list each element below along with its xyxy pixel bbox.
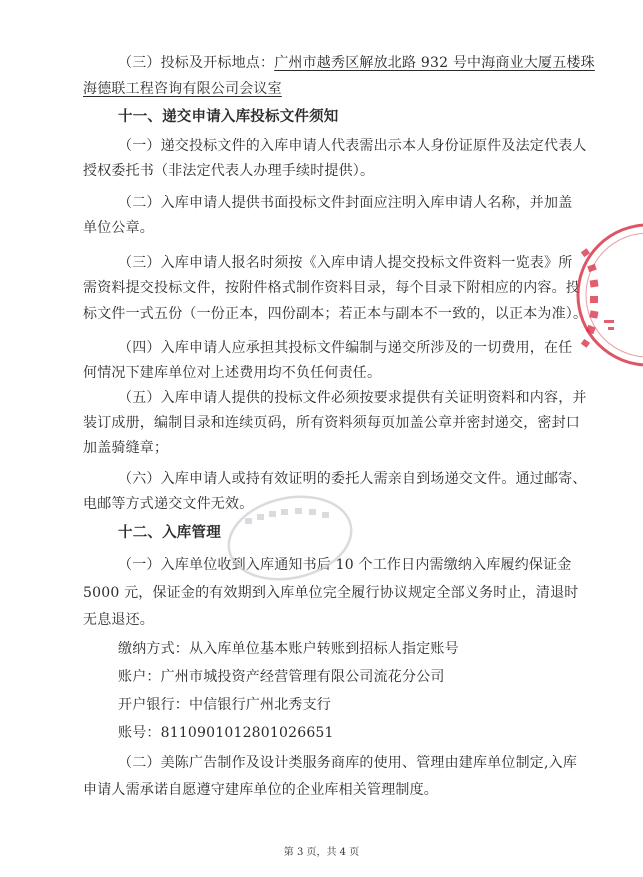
underlined-address: 广州市越秀区解放北路 932 号中海商业大厦五楼珠 [274, 55, 595, 71]
paragraph-line: （四）入库申请人应承担其投标文件编制与递交所涉及的一切费用，在任 [118, 340, 573, 356]
paragraph-line: 授权委托书（非法定代表人办理手续时提供）。 [83, 163, 375, 179]
paragraph-line: 单位公章。 [83, 220, 154, 236]
paragraph-line: 装订成册，编制目录和连续页码，所有资料须每页加盖公章并密封递交，密封口 [83, 415, 580, 431]
page-footer: 第 3 页，共 4 页 [283, 847, 360, 858]
paragraph-line: 何情况下建库单位对上述费用均不负任何责任。 [83, 365, 382, 381]
section-heading: 十二、入库管理 [118, 524, 221, 541]
paragraph-line [118, 54, 595, 72]
paragraph-line: 电邮等方式递交文件无效。 [83, 496, 254, 512]
underlined-address: 海德联工程咨询有限公司会议室 [83, 81, 282, 97]
paragraph-line: 标文件一式五份（一份正本，四份副本；若正本与副本不一致的，以正本为准）。 [83, 306, 588, 322]
paragraph-line: （一）入库单位收到入库通知书后 10 个工作日内需缴纳入库履约保证金 [118, 557, 572, 573]
account-number: 账号：8110901012801026651 [118, 725, 334, 741]
paragraph-line: 5000 元，保证金的有效期到入库单位完全履行协议规定全部义务时止，清退时 [83, 585, 579, 601]
paragraph-line: 无息退还。 [83, 612, 154, 628]
paragraph-line: 申请人需承诺自愿遵守建库单位的企业库相关管理制度。 [83, 782, 438, 798]
paragraph-line: （五）入库申请人提供的投标文件必须按要求提供有关证明资料和内容，并 [118, 390, 587, 406]
paragraph-line: （二）美陈广告制作及设计类服务商库的使用、管理由建库单位制定,入库 [118, 755, 578, 771]
account-name: 账户：广州市城投资产经营管理有限公司流花分公司 [118, 669, 445, 685]
faint-stamp [215, 480, 365, 590]
paragraph-line: 需资料提交投标文件，按附件格式制作资料目录，每个目录下附相应的内容。投 [83, 280, 580, 296]
paragraph-line: （六）入库申请人或持有效证明的委托人需亲自到场递交文件。通过邮寄、 [118, 471, 587, 487]
paragraph-line: 加盖骑缝章； [83, 440, 169, 456]
paragraph-line: （三）入库申请人报名时须按《入库申请人提交投标文件资料一览表》所 [118, 255, 573, 271]
company-seal-red [560, 220, 643, 370]
paragraph-line: （二）入库申请人提供书面投标文件封面应注明入库申请人名称，并加盖 [118, 195, 573, 211]
section-heading: 十一、递交申请入库投标文件须知 [118, 108, 339, 125]
bank-name: 开户银行：中信银行广州北秀支行 [118, 697, 331, 713]
payment-method: 缴纳方式：从入库单位基本账户转账到招标人指定账号 [118, 641, 459, 657]
paragraph-line: （一）递交投标文件的入库申请人代表需出示本人身份证原件及法定代表人 [118, 138, 587, 154]
paragraph-line [83, 80, 282, 98]
text-prefix: （三）投标及开标地点： [118, 55, 275, 71]
